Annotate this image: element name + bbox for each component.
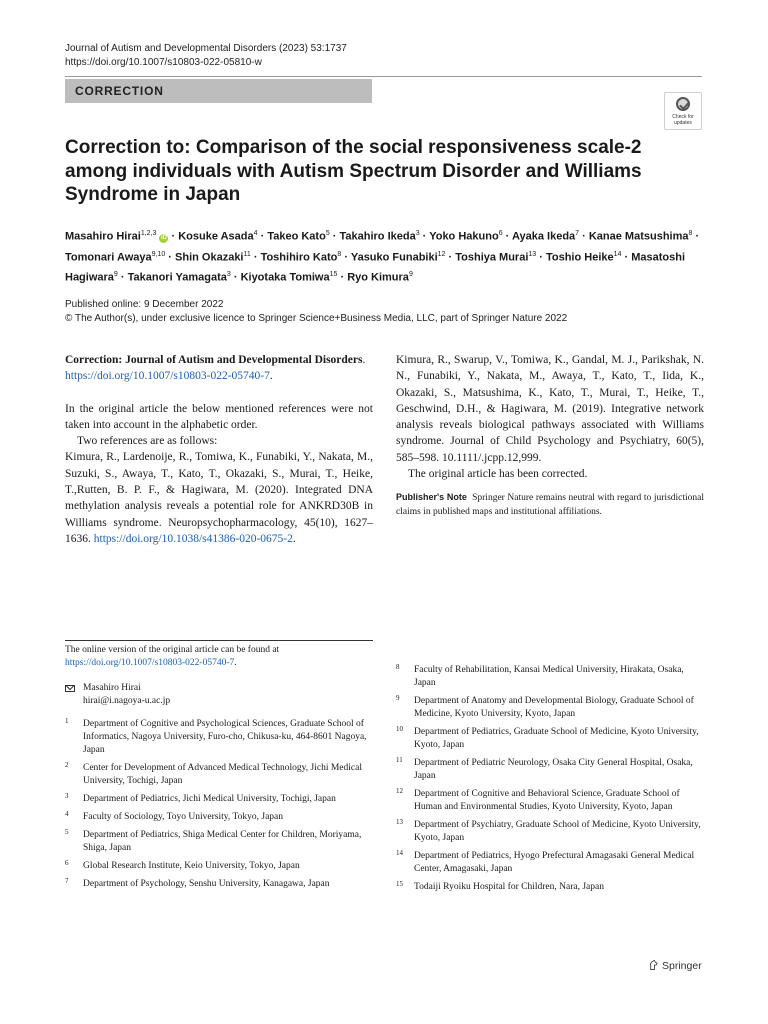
author-name[interactable]: Toshiya Murai: [455, 251, 529, 264]
online-version-text: The online version of the original article can be found at: [65, 645, 280, 655]
author-name[interactable]: Tomonari Awaya: [65, 251, 152, 264]
author-affiliation-marker: 12: [437, 250, 446, 258]
affiliation-text: Department of Pediatrics, Graduate School of Medicine, Kyoto University, Kyoto, Japan: [414, 727, 699, 750]
affiliation-number: 11: [396, 756, 403, 764]
affiliation-text: Department of Anatomy and Developmental Biology, Graduate School of Medicine, Kyoto University, Kyoto, Japan: [414, 696, 694, 719]
affiliation-item: [65, 793, 373, 806]
affiliation-item: [396, 726, 704, 752]
author-affiliation-marker: 9,10: [151, 250, 166, 258]
body-left-column: [65, 352, 373, 547]
journal-citation: Journal of Autism and Developmental Disorders (2023) 53:1737: [65, 43, 347, 54]
author-affiliation-marker: 15: [329, 271, 338, 279]
author-name[interactable]: Yoko Hakuno: [429, 230, 499, 243]
affiliation-number: 4: [65, 810, 69, 818]
author-name[interactable]: Toshihiro Kato: [260, 251, 338, 264]
affiliation-text: Department of Cognitive and Behavioral Science, Graduate School of Human and Environmental Studies, Kyoto University, Kyoto, Japan: [414, 789, 680, 812]
affiliation-number: 3: [65, 792, 69, 800]
author-name[interactable]: Masatoshi Hagiwara: [65, 251, 685, 284]
section-label: CORRECTION: [65, 79, 372, 103]
publication-info: [65, 298, 567, 326]
springer-horse-icon: [648, 959, 659, 971]
affiliation-text: Center for Development of Advanced Medical Technology, Jichi Medical University, Tochigi, Japan: [83, 763, 362, 786]
affiliation-text: Department of Pediatric Neurology, Osaka City General Hospital, Osaka, Japan: [414, 758, 693, 781]
body-paragraph-2: Two references are as follows:: [77, 435, 218, 448]
badge-label: Check for updates: [672, 114, 694, 126]
article-doi[interactable]: https://doi.org/10.1007/s10803-022-05810-w: [65, 57, 262, 68]
affiliation-item: [65, 829, 373, 855]
affiliation-item: [396, 695, 704, 721]
author-name[interactable]: Takeo Kato: [267, 230, 326, 243]
orcid-icon[interactable]: iD: [160, 234, 167, 241]
affiliation-item: [396, 850, 704, 876]
journal-header: [65, 42, 347, 70]
author-name[interactable]: Ayaka Ikeda: [511, 230, 576, 243]
reference-2: Kimura, R., Swarup, V., Tomiwa, K., Gandal, M. J., Parikshak, N. N., Funabiki, Y., Nakata, M., Awaya, T., Kato, T., Iida, K., Okazaki, S., Matsushima, K., Kato, T., Murai, T., Heike, T., Geschwind, D.H., & Hagiwara, M. (2019). Integrative network analysis reveals biological pathways associated with Williams syndrome. Journal of Child Psychology and Psychiatry, 60(5), 585–598. 10.1111/.jcpp.12,999.: [396, 354, 704, 464]
body-paragraph-3: The original article has been corrected.: [408, 468, 588, 481]
contact-name: Masahiro Hirai: [83, 683, 141, 693]
author-name[interactable]: Yasuko Funabiki: [350, 251, 438, 264]
affiliation-item: [396, 881, 704, 894]
affiliation-text: Department of Cognitive and Psychological Sciences, Graduate School of Informatics, Nagoya University, Furo-cho, Chikusa-ku, 464-8601 Nagoya, Japan: [83, 719, 367, 755]
affiliations-left: [65, 718, 373, 891]
author-affiliation-marker: 14: [613, 250, 622, 258]
author-name[interactable]: Masahiro Hirai: [65, 230, 141, 243]
affiliation-number: 13: [396, 818, 403, 826]
affiliation-item: [65, 860, 373, 873]
envelope-icon: [65, 685, 75, 692]
author-name[interactable]: Kanae Matsushima: [588, 230, 689, 243]
affiliation-item: [396, 788, 704, 814]
affiliation-item: [65, 811, 373, 824]
affiliation-text: Department of Pediatrics, Jichi Medical University, Tochigi, Japan: [83, 794, 336, 804]
author-affiliation-marker: 11: [243, 250, 251, 258]
author-name[interactable]: Ryo Kimura: [347, 271, 409, 284]
author-affiliation-marker: 6: [498, 230, 503, 237]
author-name[interactable]: Shin Okazaki: [175, 251, 244, 264]
affiliation-number: 6: [65, 859, 69, 867]
affiliation-item: [65, 878, 373, 891]
affiliations-right: [396, 664, 704, 899]
reference-1-text: Kimura, R., Lardenoije, R., Tomiwa, K., Funabiki, Y., Nakata, M., Suzuki, S., Awaya, T., Kato, T., Okazaki, S., Murai, T., Heike, T.,Rutten, B. P. F., & Hagiwara, M. (2020). Integrated DNA methylation analysis reveals a potential role for ANKRD30B in Williams syndrome. Neuropsychopharmacology, 45(10), 1627–1636.: [65, 451, 373, 545]
affiliation-text: Global Research Institute, Keio University, Tokyo, Japan: [83, 861, 300, 871]
publisher-note-label: Publisher's Note: [396, 492, 467, 503]
author-affiliation-marker: 4: [253, 230, 258, 237]
affiliation-number: 12: [396, 787, 403, 795]
author-affiliation-marker: 13: [528, 250, 537, 258]
reference-1: Kimura, R., Lardenoije, R., Tomiwa, K., Funabiki, Y., Nakata, M., Suzuki, S., Awaya, T., Kato, T., Okazaki, S., Murai, T., Heike, T.,Rutten, B. P. F., & Hagiwara, M. (2020). Integrated DNA methylation analysis reveals a potential role for ANKRD30B in Williams syndrome. Neuropsychopharmacology, 45(10), 1627–1636. https://doi.org/10.1038/s41386-020-0675-2.: [65, 451, 373, 545]
affiliation-text: Faculty of Rehabilitation, Kansai Medical University, Hirakata, Osaka, Japan: [414, 665, 684, 688]
affiliation-text: Department of Psychology, Senshu University, Kanagawa, Japan: [83, 879, 330, 889]
affiliation-number: 9: [396, 694, 400, 702]
affiliation-number: 14: [396, 849, 403, 857]
footnotes-left: [65, 644, 373, 896]
article-title: Correction to: Comparison of the social responsiveness scale-2 among individuals with Autism Spectrum Disorder and Williams Syndrome in Japan: [65, 137, 642, 205]
affiliation-item: [396, 664, 704, 690]
correction-citation: Correction: Journal of Autism and Developmental Disorders. https://doi.org/10.1007/s10803-022-05740-7.: [65, 354, 366, 383]
author-affiliation-marker: 8: [337, 250, 342, 258]
author-name[interactable]: Kosuke Asada: [178, 230, 254, 243]
reference-1-link[interactable]: https://doi.org/10.1038/s41386-020-0675-2: [93, 532, 293, 545]
publisher-note-text: Springer Nature remains neutral with regard to jurisdictional claims in published maps and institutional affiliations.: [396, 493, 705, 518]
online-version-link[interactable]: https://doi.org/10.1007/s10803-022-05740-7: [65, 658, 235, 668]
header-rule: [65, 76, 702, 77]
affiliation-number: 10: [396, 725, 403, 733]
affiliation-text: Department of Pediatrics, Shiga Medical Center for Children, Moriyama, Shiga, Japan: [83, 830, 362, 853]
publisher-name: Springer: [662, 960, 702, 972]
copyright-notice: © The Author(s), under exclusive licence to Springer Science+Business Media, LLC, part of Springer Nature 2022: [65, 313, 568, 324]
author-affiliation-marker: 3: [415, 230, 420, 237]
affiliation-item: [396, 757, 704, 783]
body-right-column: [396, 352, 704, 519]
author-name[interactable]: Takanori Yamagata: [127, 271, 227, 284]
author-affiliation-marker: 8: [688, 230, 693, 237]
author-affiliation-marker: 7: [575, 230, 580, 237]
footnote-rule: [65, 640, 373, 641]
corresponding-author: [65, 682, 373, 708]
author-affiliation-marker: 9: [408, 271, 413, 279]
affiliation-number: 5: [65, 828, 69, 836]
contact-email[interactable]: hirai@i.nagoya-u.ac.jp: [83, 696, 171, 706]
affiliation-text: Department of Psychiatry, Graduate School of Medicine, Kyoto University, Kyoto, Japan: [414, 820, 701, 843]
affiliation-number: 2: [65, 761, 69, 769]
author-name[interactable]: Toshio Heike: [545, 251, 614, 264]
author-affiliation-marker: 3: [226, 271, 231, 279]
correction-link[interactable]: https://doi.org/10.1007/s10803-022-05740-7: [65, 370, 270, 383]
online-version-note: The online version of the original article can be found at https://doi.org/10.1007/s10803-022-05740-7.: [65, 645, 280, 668]
correction-label: Correction: Journal of Autism and Developmental Disorders: [65, 354, 363, 366]
author-affiliation-marker: 9: [113, 271, 118, 279]
check-for-updates-badge[interactable]: [664, 92, 702, 130]
affiliation-item: [65, 762, 373, 788]
author-name[interactable]: Kiyotaka Tomiwa: [240, 271, 330, 284]
correction-period: .: [362, 354, 366, 366]
affiliation-text: Department of Pediatrics, Hyogo Prefectural Amagasaki General Medical Center, Amagasaki, Japan: [414, 851, 695, 874]
publisher-note: [396, 490, 704, 519]
springer-logo: [648, 959, 702, 972]
affiliation-item: [65, 718, 373, 757]
affiliation-number: 1: [65, 717, 69, 725]
affiliation-number: 7: [65, 877, 69, 885]
author-list: Masahiro Hirai$^{1,2,3}$ iD · Kosuke Asada$^4$ · Takeo Kato$^5$ · Takahiro Ikeda$^3$ · Yoko Hakuno$^6$ · Ayaka Ikeda$^7$ · Kanae Matsushima$^8$ · Tomonari Awaya$^{9,10}$ · Shin Okazaki$^{11}$ · Toshihiro Kato$^8$ · Yasuko Funabiki$^{12}$ · Toshiya Murai$^{13}$ · Toshio Heike$^{14}$ · Masatoshi Hagiwara$^9$ · Takanori Yamagata$^3$ · Kiyotaka Tomiwa$^{15}$ · Ryo Kimura$^9$: [65, 230, 700, 284]
body-paragraph-1: In the original article the below mentioned references were not taken into account in the alphabetic order.: [65, 402, 373, 431]
affiliation-text: Faculty of Sociology, Toyo University, Tokyo, Japan: [83, 812, 284, 822]
author-affiliation-marker: 5: [325, 230, 330, 237]
affiliation-text: Todaiji Ryoiku Hospital for Children, Nara, Japan: [414, 882, 604, 892]
published-date: Published online: 9 December 2022: [65, 299, 224, 310]
affiliation-number: 15: [396, 880, 403, 888]
affiliation-item: [396, 819, 704, 845]
affiliation-number: 8: [396, 663, 400, 671]
author-name[interactable]: Takahiro Ikeda: [339, 230, 416, 243]
check-updates-icon: [676, 97, 690, 111]
author-affiliation-marker: 1,2,3: [140, 230, 157, 237]
